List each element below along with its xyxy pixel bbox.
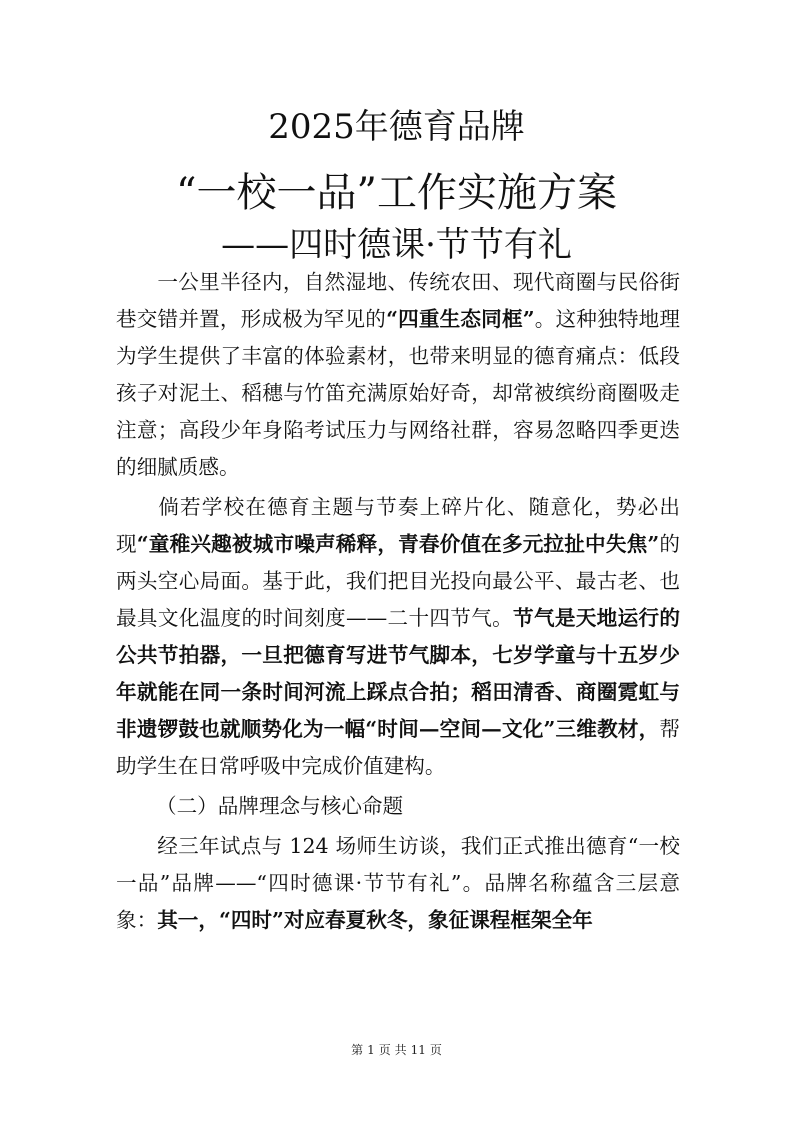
body-text xyxy=(116,264,680,939)
title-line-3: ——四时德课·节节有礼 xyxy=(221,225,572,265)
paragraph-2-text-c: 的两头空心局面。基于此，我们把目光投向最公平、最古老、也最具文化温度的时间刻度——二十四节气。 xyxy=(116,532,680,630)
footer-prefix: 第 xyxy=(351,1043,364,1057)
paragraph-2-text-a: 倘若学校在德育主题与节奏上碎片化、随意化，势必出现 xyxy=(116,495,680,556)
footer-total-pages: 11 xyxy=(410,1043,426,1057)
paragraph-2 xyxy=(116,489,680,785)
paragraph-1-text-a: 一公里半径内，自然湿地、传统农田、现代商圈与民俗街巷交错并置，形成极为罕见的 xyxy=(116,270,680,331)
footer-suffix: 页 xyxy=(429,1043,442,1057)
section-heading: （二）品牌理念与核心命题 xyxy=(156,794,404,818)
footer-page-number: 1 xyxy=(367,1043,375,1057)
paragraph-3-emphasis: 其一，“四时”对应春夏秋冬，象征课程框架全年 xyxy=(157,908,593,932)
title-line-2: “一校一品”工作实施方案 xyxy=(176,170,617,216)
paragraph-1 xyxy=(116,264,680,486)
footer-middle: 页 共 xyxy=(378,1043,407,1057)
paragraph-1-emphasis: “四重生态同框” xyxy=(386,307,535,331)
paragraph-1-text-c: 。这种独特地理为学生提供了丰富的体验素材，也带来明显的德育痛点：低段孩子对泥土、稻穗与竹笛充满原始好奇，却常被缤纷商圈吸走注意；高段少年身陷考试压力与网络社群，容易忽略四季更迭的细腻质感。 xyxy=(116,307,680,479)
paragraph-2-emphasis-1: “童稚兴趣被城市噪声稀释，青春价值在多元拉扯中失焦” xyxy=(136,532,660,556)
paragraph-2-text-e: 帮助学生在日常呼吸中完成价值建构。 xyxy=(116,717,680,778)
page-footer xyxy=(0,1042,793,1058)
paragraph-3-text-a: 经三年试点与 124 场师生访谈，我们正式推出德育“一校一品”品牌——“四时德课·节节有礼”。品牌名称蕴含三层意象： xyxy=(116,834,680,932)
paragraph-3 xyxy=(116,828,680,939)
title-line-1: 2025年德育品牌 xyxy=(268,107,525,147)
paragraph-2-emphasis-2: 节气是天地运行的公共节拍器，一旦把德育写进节气脚本，七岁学童与十五岁少年就能在同一条时间河流上踩点合拍；稻田清香、商圈霓虹与非遗锣鼓也就顺势化为一幅“时间—空间—文化”三维教材， xyxy=(116,606,681,741)
